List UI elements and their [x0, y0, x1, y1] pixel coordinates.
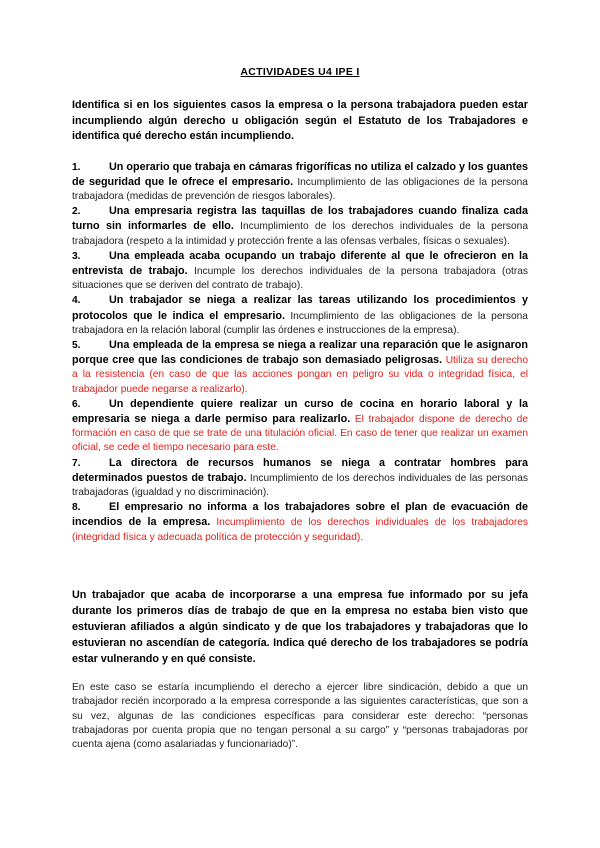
second-question: Un trabajador que acaba de incorporarse a una empresa fue informado por su jefa durante los primeros días de trabajo de que en la empresa no estaba bien visto que estuvieran afiliados a algún sindicato y de que los trabajadores y trabajadoras que lo estuvieran no ascendían de categoría. Indica qué derecho de los trabajadores se podría estar vulnerando y en qué consiste.: [72, 588, 528, 665]
item-question: Una empleada acaba ocupando un trabajo diferente al que le ofrecieron en la entrevista de trabajo.: [72, 249, 528, 277]
document-page: [72, 66, 528, 753]
second-answer: En este caso se estaría incumpliendo el derecho a ejercer libre sindicación, debido a que un trabajador recién incorporado a la empresa corresponde a las siguientes características, que son a su vez, algunas de las condiciones específicas para considerar este derecho: “personas trabajadoras por cuenta propia que no tengan personal a su cargo” y “personas trabajadoras por cuenta ajena (como asalariadas y funcionariado)”.: [72, 681, 528, 751]
items-list: [72, 160, 528, 545]
list-item: [72, 338, 528, 397]
document-title: ACTIVIDADES U4 IPE I: [240, 66, 360, 78]
item-answer: Incumplimiento de los derechos individuales de las personas trabajadoras (igualdad y no discriminación).: [72, 472, 528, 498]
list-item: [72, 160, 528, 205]
list-item: [72, 293, 528, 338]
list-item: [72, 500, 528, 545]
list-item: [72, 249, 528, 294]
item-number: 3.: [72, 250, 81, 262]
item-question: Una empleada de la empresa se niega a realizar una reparación que le asignaron porque cree que las condiciones de trabajo son demasiado peligrosas.: [72, 338, 528, 367]
item-answer: Incumplimiento de los derechos individuales de la persona trabajadora (respeto a la intimidad y protección frente a las ofensas verbales, físicas o sexuales).: [72, 221, 528, 247]
intro-instructions: Identifica si en los siguientes casos la empresa o la persona trabajadora pueden estar incumpliendo algún derecho u obligación según el Estatuto de los Trabajadores e identifica qué derecho están incumpliendo.: [72, 99, 528, 142]
item-answer: Incumplimiento de las obligaciones de la persona trabajadora en la relación laboral (cumplir las órdenes e instrucciones de la empresa).: [72, 310, 528, 336]
list-item: [72, 456, 528, 501]
list-item: [72, 397, 528, 456]
item-question: La directora de recursos humanos se niega a contratar hombres para determinados puestos de trabajo.: [72, 456, 528, 484]
item-question: El empresario no informa a los trabajadores sobre el plan de evacuación de incendios de la empresa.: [72, 501, 528, 529]
item-question: Un dependiente quiere realizar un curso de cocina en horario laboral y la empresaria se niega a darle permiso para realizarlo.: [72, 397, 528, 425]
item-number: 7.: [72, 457, 81, 469]
item-number: 2.: [72, 206, 81, 218]
item-answer: Incumplimiento de las obligaciones de la persona trabajadora (medidas de prevención de riesgos laborales).: [72, 176, 528, 202]
item-answer: Utiliza su derecho a la resistencia (en caso de que las acciones pongan en peligro su vida o integridad física, el trabajador puede negarse a realizarlo).: [72, 355, 528, 395]
item-number: 6.: [72, 398, 81, 410]
item-answer: Incumplimiento de los derechos individuales de los trabajadores (integridad física y adecuada política de protección y seguridad).: [72, 517, 528, 543]
item-question: Una empresaria registra las taquillas de los trabajadores cuando finaliza cada turno sin informarles de ello.: [72, 205, 528, 233]
item-question: Un operario que trabaja en cámaras frigoríficas no utiliza el calzado y los guantes de seguridad que le ofrece el empresario.: [72, 160, 528, 188]
item-number: 4.: [72, 295, 81, 307]
list-item: [72, 204, 528, 249]
item-number: 8.: [72, 502, 81, 514]
item-number: 5.: [72, 339, 81, 351]
item-question: Un trabajador se niega a realizar las tareas utilizando los procedimientos y protocolos que le indica el empresario.: [72, 294, 528, 322]
item-number: 1.: [72, 161, 81, 173]
item-answer: Incumple los derechos individuales de la persona trabajadora (otras situaciones que se deriven del contrato de trabajo).: [72, 265, 528, 292]
item-answer: El trabajador dispone de derecho de formación en caso de que se trate de una titulación oficial. En caso de tener que realizar un examen oficial, se cede el tiempo necesario para este.: [72, 413, 529, 454]
